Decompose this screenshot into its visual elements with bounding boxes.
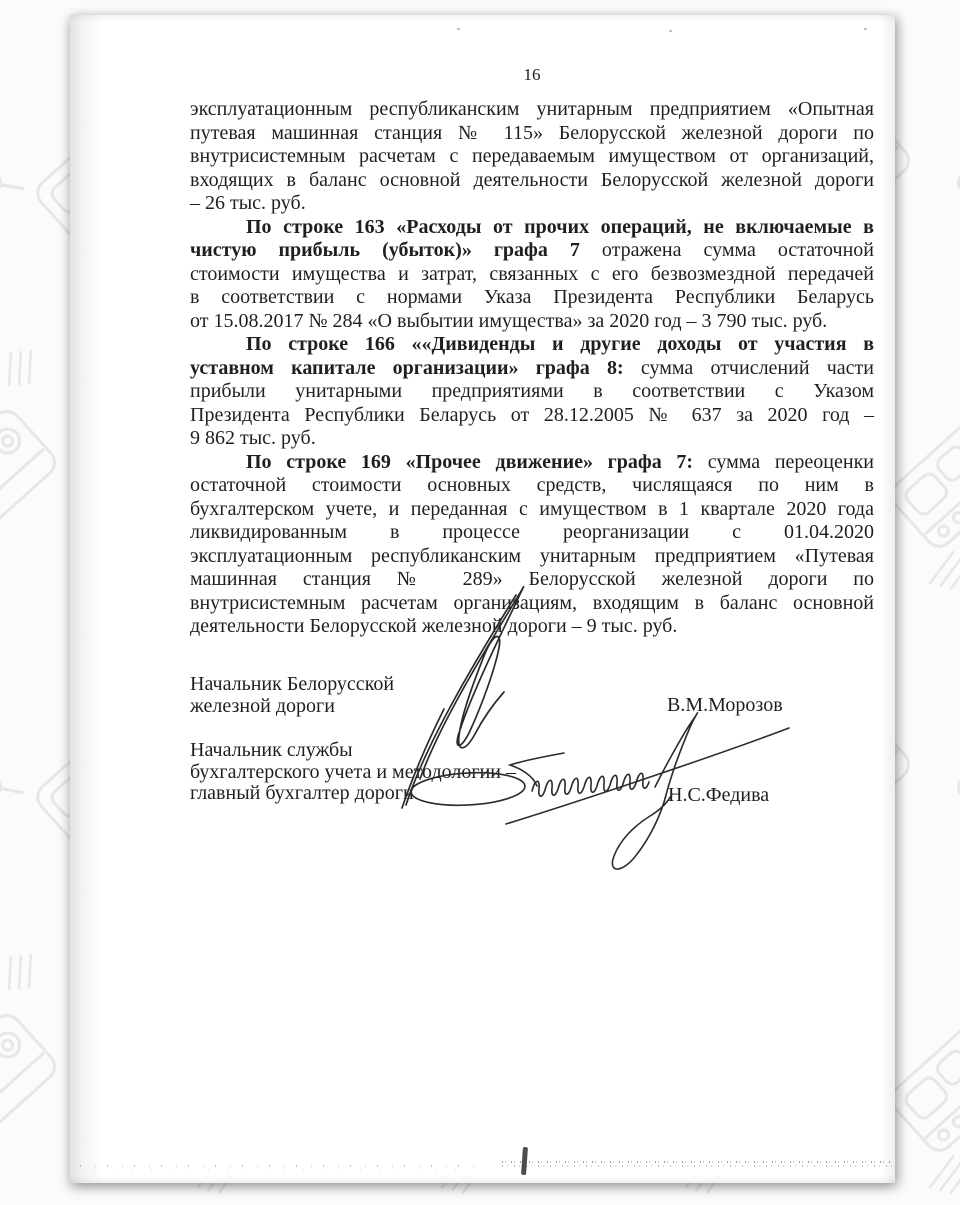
page-bottom-shadow — [70, 1175, 895, 1183]
text-line: остаточной стоимости основных средств, числящаяся по ним в — [190, 474, 874, 496]
text-line: внутрисистемным расчетам с передаваемым имуществом от организаций, — [190, 145, 874, 167]
text-line: уставном капитале организации» графа 8: сумма отчислений части — [190, 356, 874, 379]
signer-title-line: железной дороги — [190, 694, 335, 717]
text-line: стоимости имущества и затрат, связанных с его безвозмездной передачей — [190, 262, 874, 285]
signer-title-railway-head — [190, 674, 394, 717]
text-line: По строке 166 ««Дивиденды и другие доходы от участия в — [246, 333, 874, 355]
signer-title-line: бухгалтерского учета и методологии – — [190, 760, 516, 783]
text-line: По строке 169 «Прочее движение» графа 7: сумма переоценки — [246, 450, 875, 473]
text-line: ликвидированным в процессе реорганизации с 01.04.2020 — [190, 521, 874, 543]
signer-title-chief-accountant — [190, 740, 516, 805]
text-line: По строке 163 «Расходы от прочих операций, не включаемые в — [246, 215, 874, 238]
page-right-shadow — [881, 15, 895, 1183]
scan-ink-blob — [521, 1147, 528, 1175]
signer-name-morozov: В.М.Морозов — [667, 694, 783, 716]
text-line: прибыли унитарными предприятиями в соответствии с Указом — [190, 380, 874, 402]
text-line: бухгалтерском учете, и переданная с имуществом в 1 квартале 2020 года — [190, 497, 874, 520]
signer-title-line: Начальник службы — [190, 739, 353, 761]
text-line: эксплуатационным республиканским унитарным предприятием «Путевая — [190, 544, 874, 567]
text-line: 9 862 тыс. руб. — [190, 427, 316, 449]
scan-noise-strip — [502, 1165, 892, 1167]
text-line: входящих в баланс основной деятельности Белорусской железной дороги — [190, 168, 874, 191]
scan-speck — [457, 28, 460, 30]
page-number: 16 — [523, 65, 541, 84]
text-line: машинная станция № 289» Белорусской железной дороги по — [190, 568, 874, 590]
scan-noise-strip — [502, 1161, 892, 1163]
text-line: чистую прибыль (убыток)» графа 7 отражена сумма остаточной — [190, 239, 875, 261]
scan-speck — [864, 28, 867, 30]
text-line: – 26 тыс. руб. — [190, 192, 306, 214]
scan-noise-strip — [94, 1169, 474, 1170]
document-body — [190, 98, 874, 639]
text-line: от 15.08.2017 № 284 «О выбытии имущества» за 2020 год – 3 790 тыс. руб. — [190, 309, 828, 332]
page-left-shadow — [70, 15, 104, 1183]
scan-speck — [669, 30, 672, 32]
page-sheet — [70, 15, 895, 1183]
signer-title-line: главный бухгалтер дороги — [190, 782, 414, 804]
text-line: эксплуатационным республиканским унитарным предприятием «Опытная — [190, 98, 874, 120]
scan-noise-strip — [80, 1165, 478, 1167]
text-line: внутрисистемным расчетам организациям, входящим в баланс основной — [190, 591, 874, 614]
text-line: Президента Республики Беларусь от 28.12.2005 № 637 за 2020 год – — [190, 403, 874, 426]
signer-title-line: Начальник Белорусской — [190, 673, 395, 695]
text-line: путевая машинная станция № 115» Белорусской железной дороги по — [190, 121, 874, 144]
text-line: в соответствии с нормами Указа Президента Республики Беларусь — [190, 286, 874, 308]
text-line: деятельности Белорусской железной дороги – 9 тыс. руб. — [190, 615, 678, 637]
page-top-shadow — [70, 15, 895, 22]
signer-name-fediva: Н.С.Федива — [668, 784, 770, 806]
